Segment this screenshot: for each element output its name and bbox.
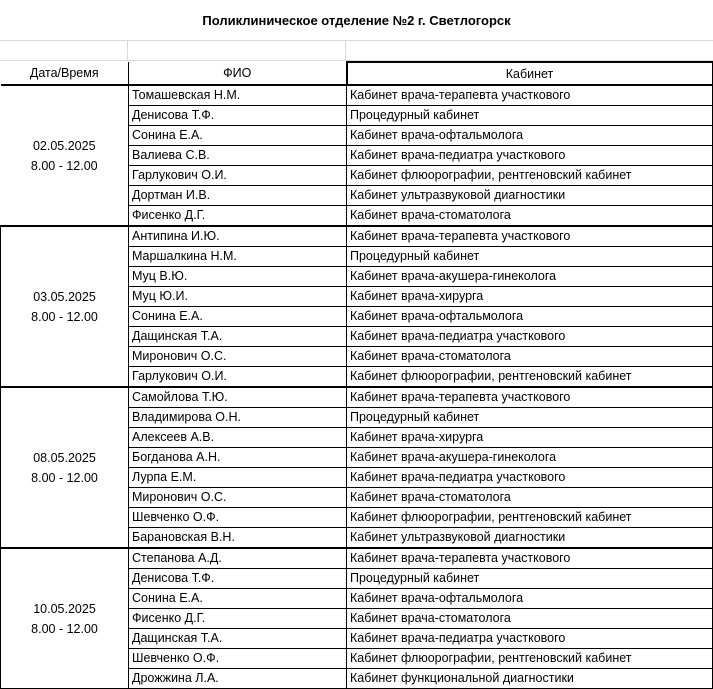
name-cell[interactable]: Миронович О.С. <box>129 488 347 508</box>
room-cell[interactable]: Кабинет флюорографии, рентгеновский кабинет <box>347 166 713 186</box>
table-row <box>1 387 713 408</box>
time-text: 8.00 - 12.00 <box>31 309 98 324</box>
header-date-time[interactable]: Дата/Время <box>1 62 129 85</box>
room-cell[interactable]: Кабинет флюорографии, рентгеновский кабинет <box>347 649 713 669</box>
sheet-title[interactable]: Поликлиническое отделение №2 г. Светлогорск <box>0 0 713 41</box>
date-text: 10.05.2025 <box>33 601 96 616</box>
room-cell[interactable]: Кабинет врача-стоматолога <box>347 609 713 629</box>
name-cell[interactable]: Алексеев А.В. <box>129 428 347 448</box>
room-cell[interactable]: Кабинет врача-терапевта участкового <box>347 548 713 569</box>
time-text: 8.00 - 12.00 <box>31 621 98 636</box>
name-cell[interactable]: Денисова Т.Ф. <box>129 569 347 589</box>
room-cell[interactable]: Кабинет врача-офтальмолога <box>347 307 713 327</box>
date-time-cell[interactable] <box>1 548 129 689</box>
room-cell[interactable]: Кабинет врача-хирурга <box>347 428 713 448</box>
empty-cell[interactable] <box>346 41 713 60</box>
name-cell[interactable]: Маршалкина Н.М. <box>129 247 347 267</box>
table-row <box>1 85 713 106</box>
time-text: 8.00 - 12.00 <box>30 158 98 173</box>
name-cell[interactable]: Дортман И.В. <box>129 186 347 206</box>
name-cell[interactable]: Сонина Е.А. <box>129 126 347 146</box>
name-cell[interactable]: Сонина Е.А. <box>129 307 347 327</box>
name-cell[interactable]: Степанова А.Д. <box>129 548 347 569</box>
room-cell[interactable]: Кабинет врача-стоматолога <box>347 206 713 227</box>
name-cell[interactable]: Дащинская Т.А. <box>129 327 347 347</box>
name-cell[interactable]: Валиева С.В. <box>129 146 347 166</box>
header-name[interactable]: ФИО <box>129 62 347 85</box>
name-cell[interactable]: Лурпа Е.М. <box>129 468 347 488</box>
name-cell[interactable]: Барановская В.Н. <box>129 528 347 549</box>
name-cell[interactable]: Денисова Т.Ф. <box>129 106 347 126</box>
name-cell[interactable]: Шевченко О.Ф. <box>129 508 347 528</box>
room-cell[interactable]: Кабинет врача-терапевта участкового <box>347 85 713 106</box>
room-cell[interactable]: Кабинет ультразвуковой диагностики <box>347 186 713 206</box>
name-cell[interactable]: Фисенко Д.Г. <box>129 609 347 629</box>
name-cell[interactable]: Гарлукович О.И. <box>129 166 347 186</box>
schedule-body <box>1 85 713 689</box>
name-cell[interactable]: Томашевская Н.М. <box>129 85 347 106</box>
name-cell[interactable]: Муц Ю.И. <box>129 287 347 307</box>
name-cell[interactable]: Шевченко О.Ф. <box>129 649 347 669</box>
time-text: 8.00 - 12.00 <box>31 470 98 485</box>
name-cell[interactable]: Фисенко Д.Г. <box>129 206 347 227</box>
room-cell[interactable]: Кабинет врача-стоматолога <box>347 347 713 367</box>
name-cell[interactable]: Муц В.Ю. <box>129 267 347 287</box>
table-row <box>1 548 713 569</box>
empty-cell[interactable] <box>0 41 128 60</box>
room-cell[interactable]: Процедурный кабинет <box>347 106 713 126</box>
empty-cell[interactable] <box>128 41 346 60</box>
schedule-table <box>0 61 713 689</box>
name-cell[interactable]: Миронович О.С. <box>129 347 347 367</box>
room-cell[interactable]: Кабинет врача-педиатра участкового <box>347 468 713 488</box>
room-cell[interactable]: Кабинет врача-терапевта участкового <box>347 226 713 247</box>
date-time-cell[interactable] <box>1 387 129 548</box>
room-cell[interactable]: Кабинет функциональной диагностики <box>347 669 713 689</box>
name-cell[interactable]: Антипина И.Ю. <box>129 226 347 247</box>
room-cell[interactable]: Кабинет врача-стоматолога <box>347 488 713 508</box>
room-cell[interactable]: Процедурный кабинет <box>347 408 713 428</box>
table-row <box>1 226 713 247</box>
header-room[interactable]: Кабинет <box>347 62 713 85</box>
date-text: 08.05.2025 <box>33 450 96 465</box>
room-cell[interactable]: Кабинет врача-акушера-гинеколога <box>347 267 713 287</box>
date-text: 03.05.2025 <box>33 289 96 304</box>
room-cell[interactable]: Кабинет ультразвуковой диагностики <box>347 528 713 549</box>
room-cell[interactable]: Кабинет врача-офтальмолога <box>347 589 713 609</box>
name-cell[interactable]: Владимирова О.Н. <box>129 408 347 428</box>
name-cell[interactable]: Дащинская Т.А. <box>129 629 347 649</box>
name-cell[interactable]: Сонина Е.А. <box>129 589 347 609</box>
room-cell[interactable]: Кабинет врача-офтальмолога <box>347 126 713 146</box>
name-cell[interactable]: Самойлова Т.Ю. <box>129 387 347 408</box>
date-text: 02.05.2025 <box>32 138 96 153</box>
room-cell[interactable]: Процедурный кабинет <box>347 569 713 589</box>
room-cell[interactable]: Кабинет врача-педиатра участкового <box>347 327 713 347</box>
room-cell[interactable]: Кабинет врача-педиатра участкового <box>347 629 713 649</box>
date-time-cell[interactable] <box>1 226 129 387</box>
name-cell[interactable]: Дрожжина Л.А. <box>129 669 347 689</box>
room-cell[interactable]: Кабинет врача-хирурга <box>347 287 713 307</box>
name-cell[interactable]: Богданова А.Н. <box>129 448 347 468</box>
room-cell[interactable]: Кабинет врача-педиатра участкового <box>347 146 713 166</box>
date-time-cell[interactable] <box>1 85 129 226</box>
room-cell[interactable]: Кабинет врача-терапевта участкового <box>347 387 713 408</box>
room-cell[interactable]: Кабинет флюорографии, рентгеновский кабинет <box>347 367 713 388</box>
name-cell[interactable]: Гарлукович О.И. <box>129 367 347 388</box>
room-cell[interactable]: Процедурный кабинет <box>347 247 713 267</box>
empty-row <box>0 41 713 61</box>
room-cell[interactable]: Кабинет флюорографии, рентгеновский кабинет <box>347 508 713 528</box>
room-cell[interactable]: Кабинет врача-акушера-гинеколога <box>347 448 713 468</box>
header-row <box>1 62 713 85</box>
